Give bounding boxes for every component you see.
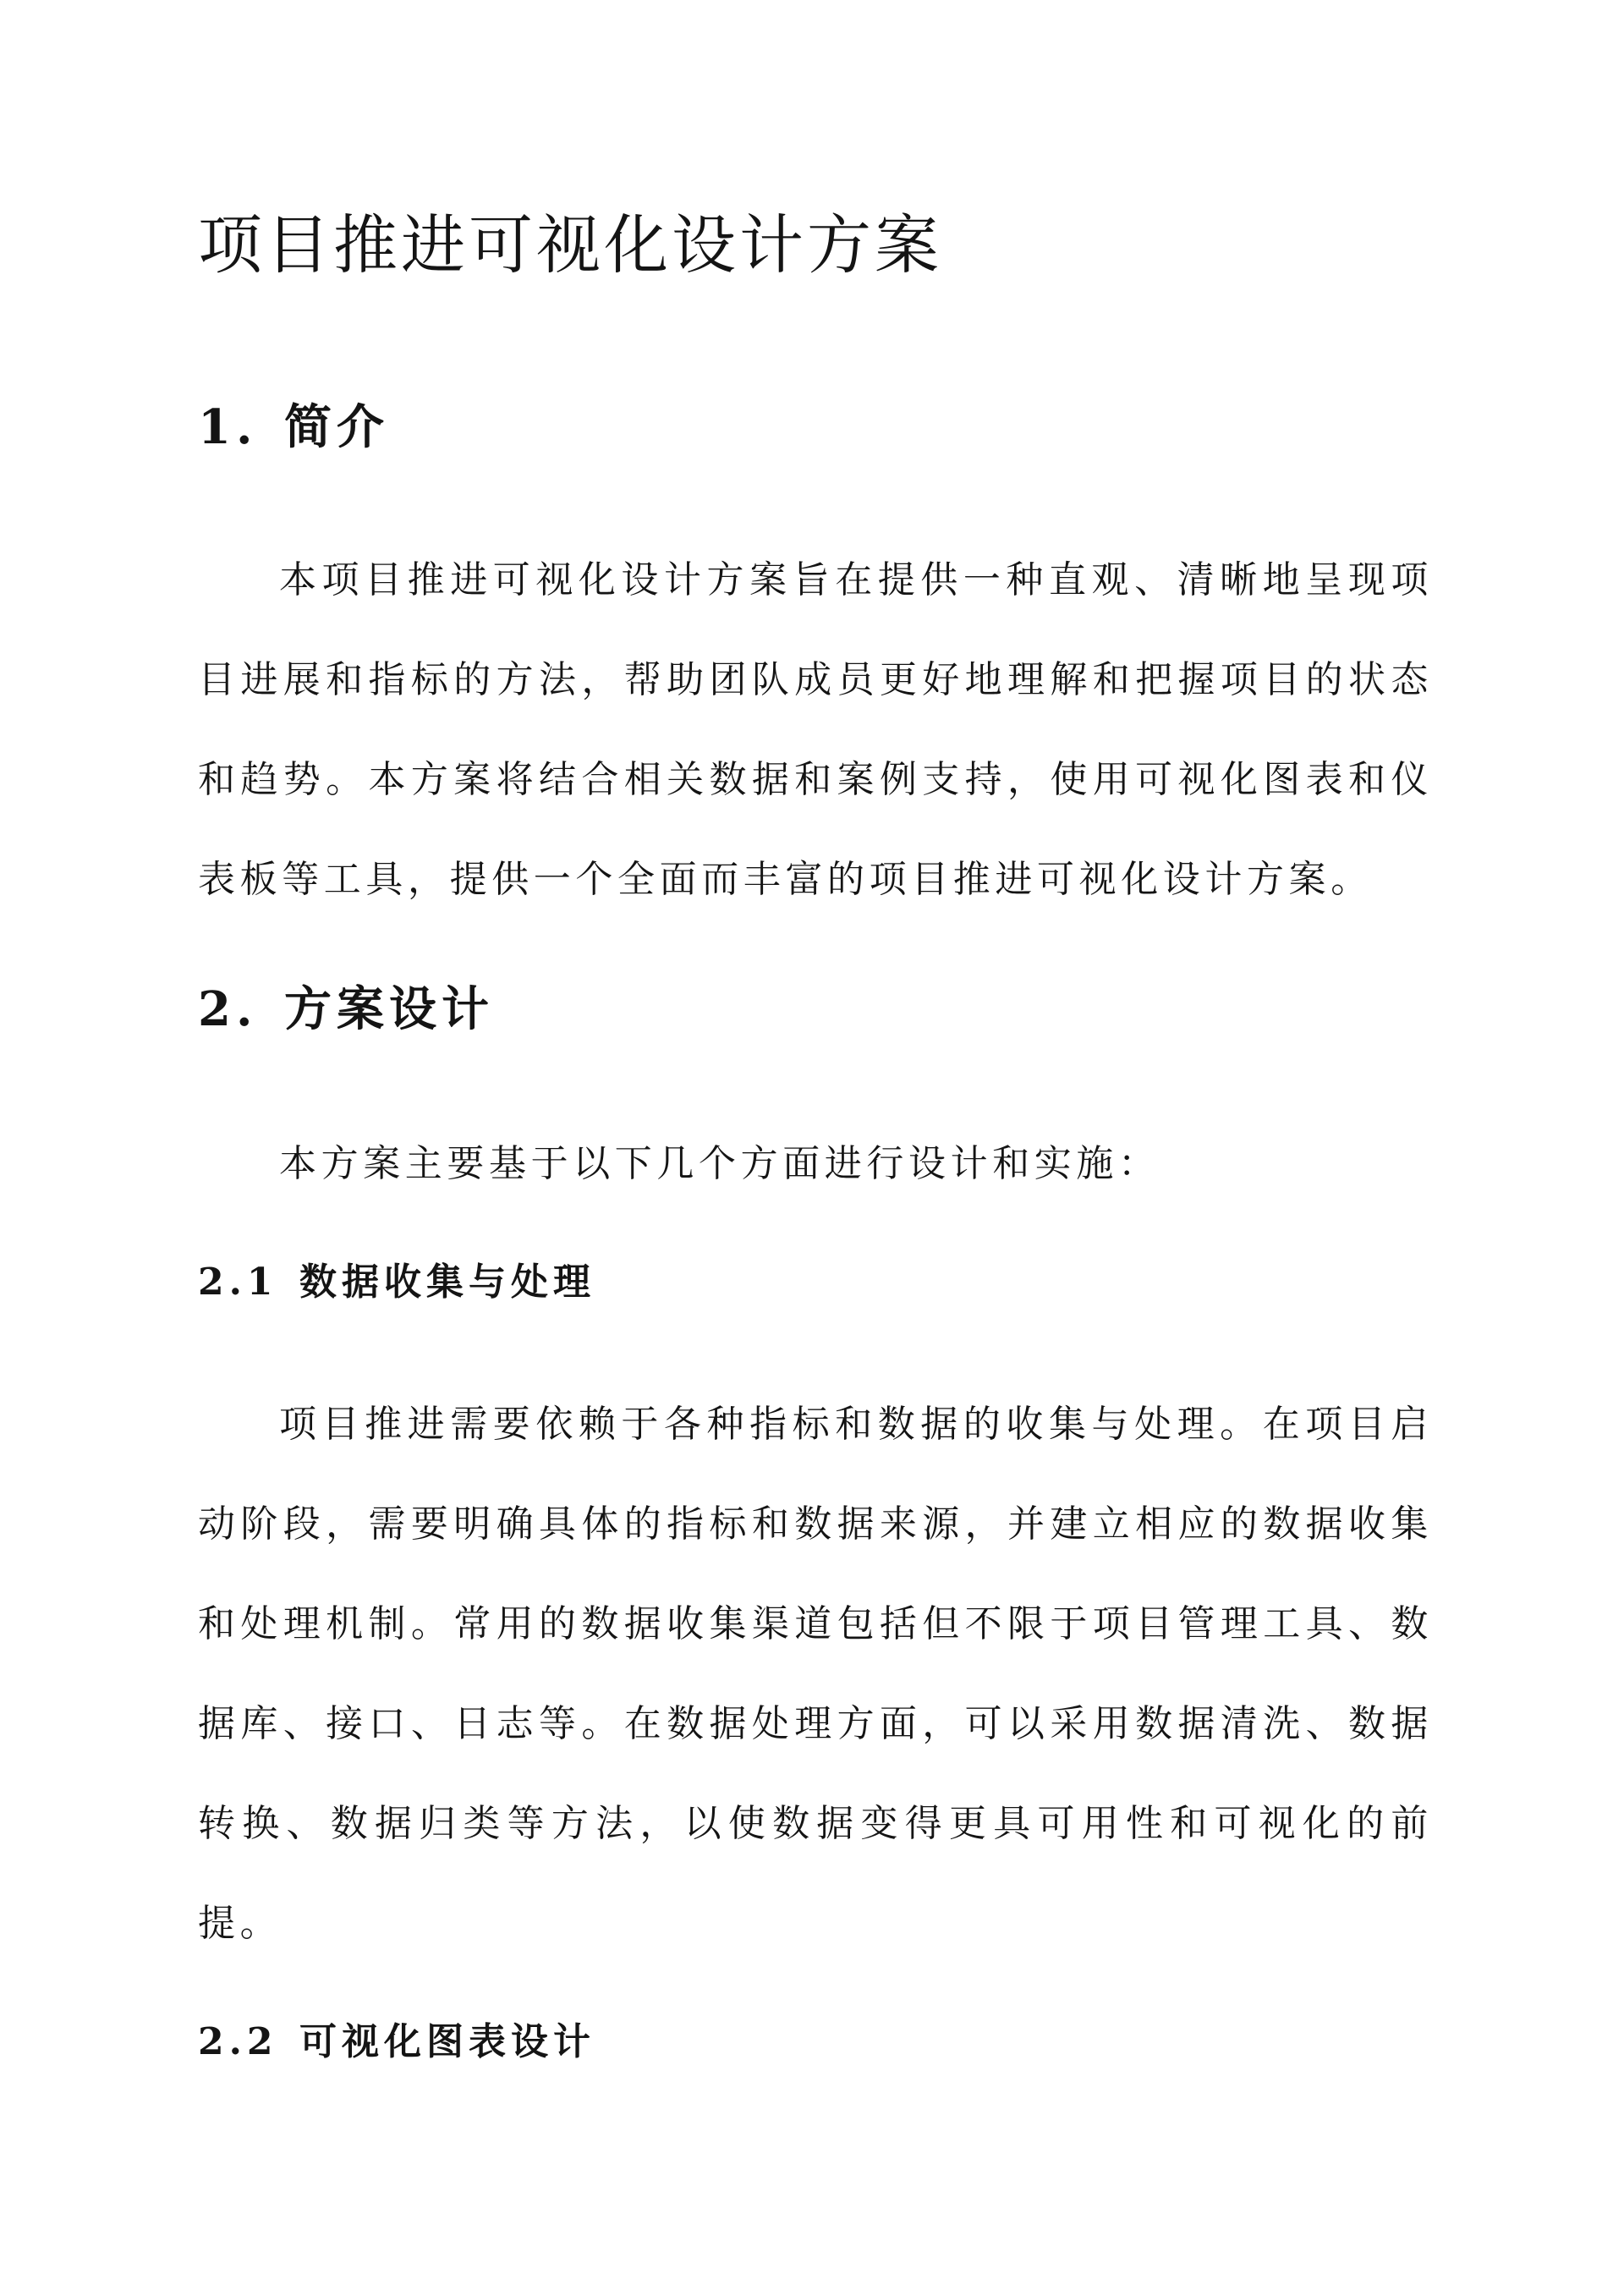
section-number: 2. bbox=[198, 981, 258, 1037]
section-title: 方案设计 bbox=[284, 981, 494, 1037]
design-intro-paragraph: 本方案主要基于以下几个方面进行设计和实施： bbox=[279, 1142, 1160, 1185]
subsection-number: 2.1 bbox=[198, 1261, 278, 1304]
section-heading-intro bbox=[198, 398, 389, 457]
data-collection-paragraph: 项目推进需要依赖于各种指标和数据的收集与处理。在项目启动阶段，需要明确具体的指标和数据来源，并建立相应的数据收集和处理机制。常用的数据收集渠道包括但不限于项目管理工具、数据库、接口、日志等。在数据处理方面，可以采用数据清洗、数据转换、数据归类等方法，以使数据变得更具可用性和可视化的前提。 bbox=[198, 1403, 1433, 1945]
subsection-number: 2.2 bbox=[198, 2020, 278, 2063]
subsection-heading-data-collection bbox=[198, 1259, 595, 1306]
document-title: 项目推进可视化设计方案 bbox=[198, 207, 942, 283]
section-number: 1. bbox=[198, 399, 258, 455]
section-title: 简介 bbox=[284, 399, 389, 455]
subsection-title: 可视化图表设计 bbox=[299, 2020, 595, 2063]
intro-paragraph: 本项目推进可视化设计方案旨在提供一种直观、清晰地呈现项目进展和指标的方法，帮助团队成员更好地理解和把握项目的状态和趋势。本方案将结合相关数据和案例支持，使用可视化图表和仪表板等工具，提供一个全面而丰富的项目推进可视化设计方案。 bbox=[198, 558, 1433, 901]
subsection-heading-chart-design bbox=[198, 2019, 595, 2066]
section-heading-design bbox=[198, 980, 494, 1039]
subsection-title: 数据收集与处理 bbox=[299, 1261, 595, 1304]
